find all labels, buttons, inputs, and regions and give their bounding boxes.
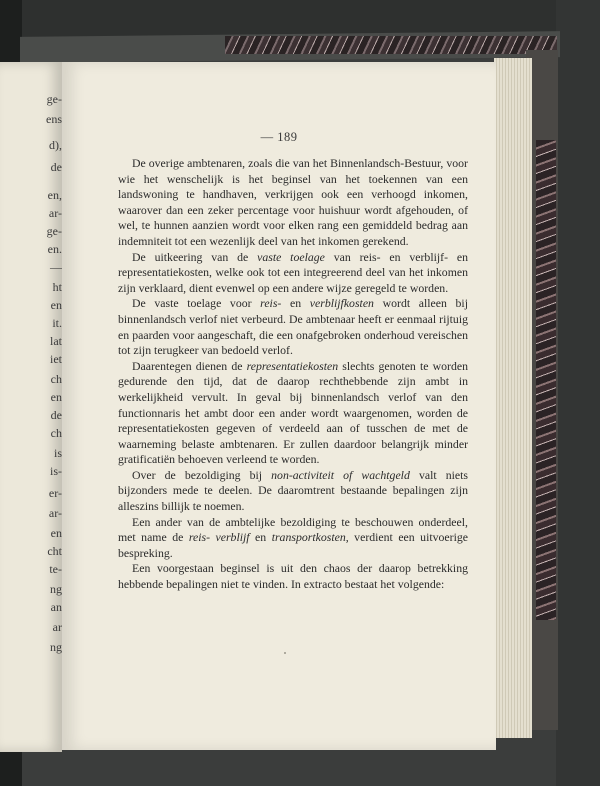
- left-page-fragment: an: [50, 600, 62, 614]
- marbled-cover-right: [536, 140, 556, 620]
- left-page-fragment: iet: [50, 352, 62, 366]
- left-page-fragment: en: [50, 390, 62, 404]
- left-page-fragment: ch: [50, 426, 62, 440]
- background-right: [556, 0, 600, 786]
- left-page: [0, 62, 62, 752]
- left-page-fragment: te-: [49, 562, 62, 576]
- page-edges: [494, 58, 532, 738]
- left-page-fragment: —: [50, 260, 62, 274]
- left-page-fragment: ng: [50, 582, 62, 596]
- left-page-fragment: ge-: [46, 224, 62, 238]
- italic-text: verblijfkosten: [309, 296, 374, 311]
- italic-text: vaste toelage: [257, 249, 325, 264]
- paragraph: [118, 468, 468, 515]
- paragraph: [118, 561, 468, 592]
- left-page-fragment: ar-: [48, 506, 62, 520]
- italic-text: reis- verblijf: [188, 530, 250, 545]
- paragraph: [118, 250, 468, 297]
- left-page-fragment: de: [50, 408, 62, 422]
- marbled-cover-top: [225, 36, 557, 54]
- paragraph: [118, 296, 468, 358]
- text-run: van reis- en verblijf- en representatiekosten, welke ook tot een integreerend deel van het inkomen zijn verklaard, dient evenwel op een andere wijze geregeld te worden.: [118, 249, 468, 295]
- text-run: en: [249, 530, 272, 545]
- paragraph: [118, 156, 468, 250]
- text-run: De vaste toelage voor: [132, 296, 261, 311]
- text-run: Een voorgestaan beginsel is uit den chaos der daarop betrekking hebbende bepalingen niet te vinden. In extracto bestaat het volgende:: [118, 561, 468, 592]
- paragraph: [118, 359, 468, 468]
- left-page-fragment: ar-: [48, 206, 62, 220]
- left-page-fragment: ht: [52, 280, 62, 294]
- text-run: wordt alleen bij binnenlandsch verlof niet verbeurd. De ambtenaar heeft er eenmaal rijtuig en paarden voor aangeschaft, die een onafgebroken onderhoud vereischen tot zijn terugkeer van bedoeld verlof.: [118, 296, 468, 358]
- left-page-fragment: de: [50, 160, 62, 174]
- left-page-fragment: ar: [52, 620, 62, 634]
- left-page-fragment: ch: [50, 372, 62, 386]
- italic-text: representatiekosten: [246, 358, 339, 373]
- left-page-fragment: lat: [50, 334, 62, 348]
- text-run: De uitkeering van de: [132, 249, 258, 264]
- left-page-fragment: it.: [52, 316, 62, 330]
- text-run: Over de bezoldiging bij: [132, 467, 272, 482]
- italic-text: transportkosten,: [271, 530, 349, 545]
- right-page: [62, 62, 496, 750]
- left-page-fragment: ens: [46, 112, 62, 126]
- text-run: valt niets bijzonders mede te deelen. De daaromtrent bestaande bepalingen zijn alleszins billijk te noemen.: [118, 467, 468, 514]
- left-page-fragment: cht: [47, 544, 62, 558]
- page-speck: [284, 652, 286, 654]
- italic-text: non-activiteit of wachtgeld: [271, 467, 410, 482]
- text-run: Daarentegen dienen de: [132, 358, 247, 373]
- left-page-fragment: d),: [49, 138, 62, 152]
- text-run: Een ander van de ambtelijke bezoldiging te beschouwen onderdeel, met name de: [118, 514, 468, 545]
- paragraph: [118, 515, 468, 562]
- left-page-fragment: is-: [50, 464, 62, 478]
- text-run: slechts genoten te worden gedurende den tijd, dat de daarop rechthebbende zijn ambt in werkelijkheid vervult. In geval bij binnenlandsch verlof van den functionnaris het ambt door een ander wordt waargenomen, worden de representatiekosten gegeven of verdeeld aan of tusschen de met de waarneming belaste ambtenaren. Er zullen daardoor belangrijk minder gratificatiën behoeven verleend te worden.: [118, 358, 468, 467]
- body-text: [118, 156, 468, 593]
- left-page-fragment: en: [50, 298, 62, 312]
- page-number: — 189: [260, 130, 298, 144]
- left-page-fragment: en: [50, 526, 62, 540]
- left-page-fragment: ng: [50, 640, 62, 654]
- left-page-fragment: is: [53, 446, 62, 460]
- left-page-fragment: ge-: [46, 92, 62, 106]
- text-run: en: [281, 296, 310, 311]
- text-run: De overige ambtenaren, zoals die van het Binnenlandsch-Bestuur, voor wie het wenschelijk is het beginsel van het toekennen van een landswoning te handhaven, verkrijgen ook een verhoogd inkomen, waarover dan een zeker percentage voor huishuur wordt afgehouden, of wel, te hunnen aanzien wordt voor elken rang een gemiddeld bedrag aan indemniteit tot een wezenlijk deel van het inkomen gerekend.: [118, 156, 468, 248]
- left-page-fragment: en.: [47, 242, 62, 256]
- italic-text: reis-: [260, 296, 282, 311]
- left-page-fragment: en,: [47, 188, 62, 202]
- left-page-fragment: er-: [48, 486, 62, 500]
- text-run: verdient een uitvoerige bespreking.: [118, 530, 468, 560]
